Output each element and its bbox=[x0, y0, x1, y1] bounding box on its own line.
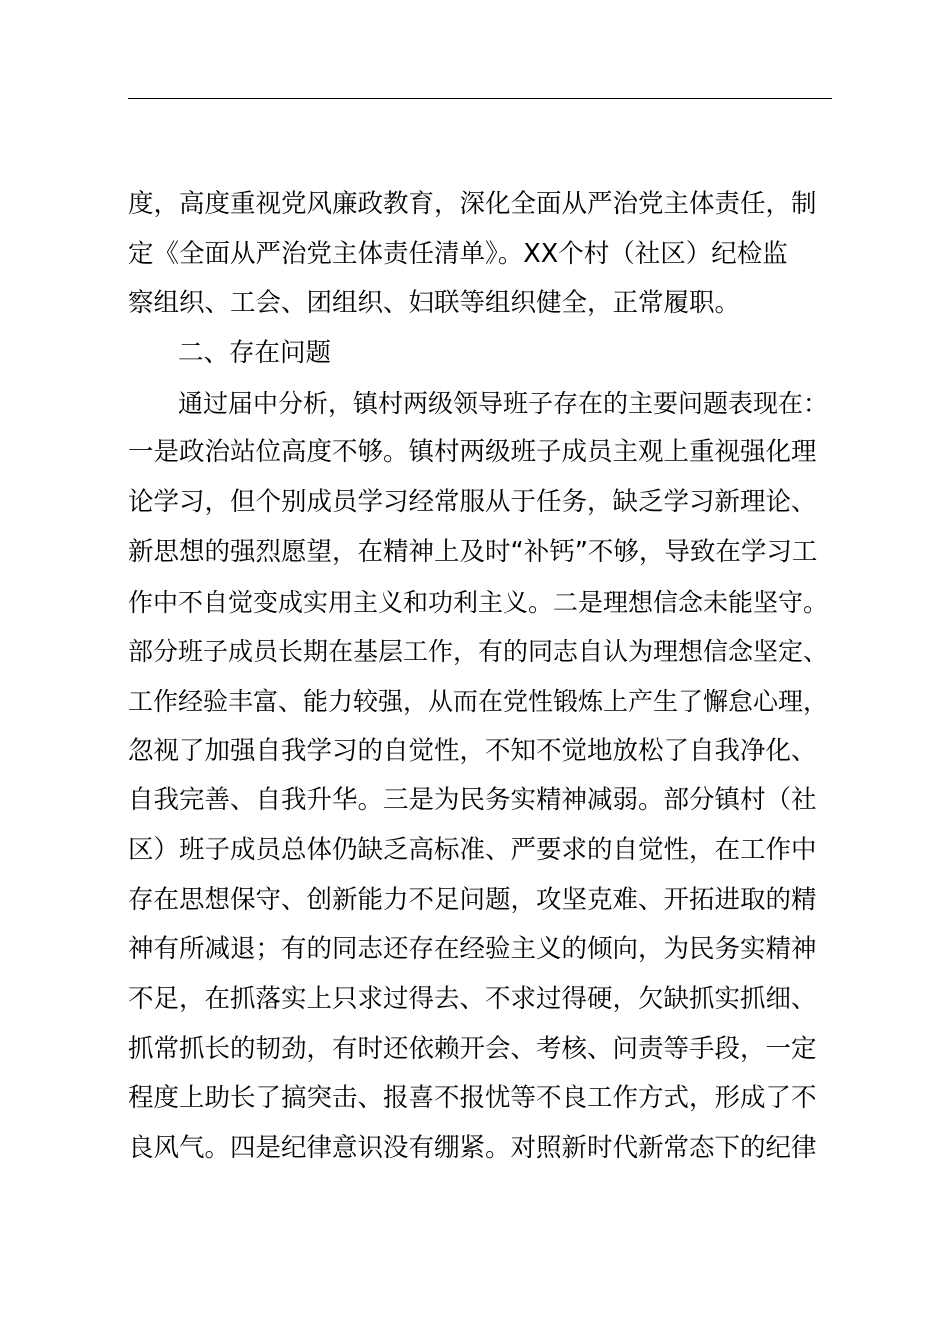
text-line: 新思想的强烈愿望，在精神上及时“补钙”不够，导致在学习工 bbox=[128, 536, 818, 567]
text-line: 作中不自觉变成实用主义和功利主义。二是理想信念未能坚守。 bbox=[128, 587, 829, 617]
text-line: 工作经验丰富、能力较强，从而在党性锻炼上产生了懈怠心理， bbox=[128, 686, 829, 716]
text-line: 部分班子成员长期在基层工作，有的同志自认为理想信念坚定、 bbox=[128, 637, 829, 667]
text-line: 程度上助长了搞突击、报喜不报忧等不良工作方式，形成了不 bbox=[128, 1083, 817, 1114]
text-line: 抓常抓长的韧劲，有时还依赖开会、考核、问责等手段，一定 bbox=[128, 1033, 817, 1064]
text-line: 度，高度重视党风廉政教育，深化全面从严治党主体责任，制 bbox=[128, 189, 817, 219]
text-line: 自我完善、自我升华。三是为民务实精神减弱。部分镇村（社 bbox=[128, 785, 817, 816]
body-text bbox=[128, 180, 840, 1174]
text-line: 不足，在抓落实上只求过得去、不求过得硬，欠缺抓实抓细、 bbox=[128, 984, 817, 1014]
text-line: 忽视了加强自我学习的自觉性，不知不觉地放松了自我净化、 bbox=[128, 735, 817, 766]
text-line: 区）班子成员总体仍缺乏高标准、严要求的自觉性，在工作中 bbox=[128, 834, 817, 865]
text-line: 一是政治站位高度不够。镇村两级班子成员主观上重视强化理 bbox=[128, 437, 817, 468]
header-rule bbox=[128, 98, 832, 99]
text-line: 存在思想保守、创新能力不足问题，攻坚克难、开拓进取的精 bbox=[128, 884, 817, 915]
section-heading: 二、存在问题 bbox=[178, 338, 332, 369]
text-line: 定《全面从严治党主体责任清单》。XX个村（社区）纪检监 bbox=[128, 238, 788, 269]
text-line: 神有所减退；有的同志还存在经验主义的倾向，为民务实精神 bbox=[128, 934, 817, 965]
text-line: 良风气。四是纪律意识没有绷紧。对照新时代新常态下的纪律 bbox=[128, 1133, 817, 1164]
text-line: 通过届中分析，镇村两级领导班子存在的主要问题表现在： bbox=[178, 388, 829, 418]
text-line: 察组织、工会、团组织、妇联等组织健全，正常履职。 bbox=[128, 288, 741, 319]
text-line: 论学习，但个别成员学习经常服从于任务，缺乏学习新理论、 bbox=[128, 487, 817, 518]
